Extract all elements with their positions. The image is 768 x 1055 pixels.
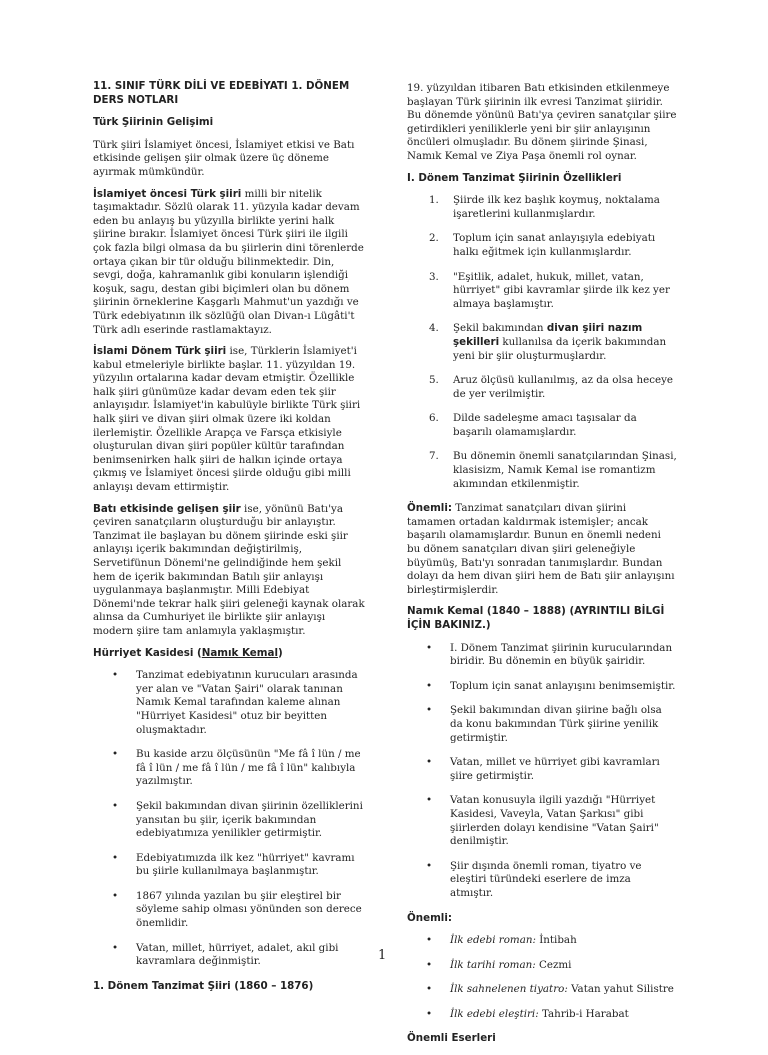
list-item (407, 794, 677, 848)
first-value: Cezmi (535, 958, 572, 971)
namik-kemal-heading: Namık Kemal (1840 – 1888) (AYRINTILI BİLGİ İÇİN BAKINIZ.) (407, 605, 665, 631)
list-number: 1. (429, 194, 439, 207)
list-number: 4. (429, 322, 439, 335)
list-item-text: "Eşitlik, adalet, hukuk, millet, vatan, hürriyet" gibi kavramlar şiirde ilk kez yer almaya başlamıştır. (453, 270, 670, 310)
first-label: İlk edebi roman: (450, 934, 536, 947)
bullet-icon: • (426, 934, 433, 947)
paragraph-tanzimat-intro: 19. yüzyıldan itibaren Batı etkisinden etkilenmeye başlayan Türk şiirinin ilk evresi Tanzimat şiiridir. Bu dönemde yönünü Batı'ya çeviren sanatçılar şiire getirdikleri yeniliklerle yeni bir şiir anlayışının öncüleri olmuşladır. Bu dönem şiirinde Şinasi, Namık Kemal ve Ziya Paşa önemli rol oynar. (407, 82, 677, 162)
bullet-icon: • (426, 794, 433, 807)
list-item (407, 450, 677, 491)
hurriyet-kasidesi-heading (93, 647, 365, 661)
paragraph-text: Tanzimat sanatçıları divan şiirini tamamen ortadan kaldırmak istemişler; ancak başarılı olamamışlardır. Bunun en önemli nedeni bu dönem sanatçıları divan şiiri geleneğiyle büyümüş, Batı'yı sonradan tanımışlardır. Bundan dolayı da hem divan şiiri hem de Batı şiir anlayışını birleştirmişlerdir. (407, 502, 675, 596)
list-item (407, 232, 677, 259)
list-item (407, 412, 677, 439)
list-item (407, 704, 677, 745)
first-label: İlk edebi eleştiri: (450, 1007, 539, 1020)
bullet-icon: • (426, 1007, 433, 1020)
bullet-icon: • (112, 669, 119, 682)
list-item-text: kullanılsa da içerik bakımından yeni bir şiir oluşturmuşlardır. (453, 335, 667, 362)
note-label: Önemli: (407, 502, 452, 515)
features-list (407, 194, 677, 491)
list-item (407, 194, 677, 221)
list-number: 6. (429, 412, 439, 425)
list-item-text: Vatan konusuyla ilgili yazdığı "Hürriyet Kasidesi, Vaveyla, Vatan Şarkısı" gibi şiirlerden dolayı kendisine "Vatan Şairi" denilmiştir. (450, 794, 659, 848)
list-item-text: Şekil bakımından (453, 322, 547, 335)
bullet-icon: • (112, 851, 119, 864)
list-item-text: I. Dönem Tanzimat şiirinin kurucularından biridir. Bu dönemin en büyük şairidir. (450, 641, 673, 668)
paragraph-intro: Türk şiiri İslamiyet öncesi, İslamiyet etkisi ve Batı etkisinde gelişen şiir olmak üzere üç döneme ayırmak mümkündür. (93, 138, 355, 178)
list-item-text: Şiir dışında önemli roman, tiyatro ve eleştiri türündeki eserlere de imza atmıştır. (450, 859, 642, 899)
list-item (93, 669, 365, 737)
term-islami-donem: İslami Dönem Türk şiiri (93, 345, 227, 358)
list-item-text: Şekil bakımından divan şiirinin özelliklerini yansıtan bu şiir, içerik bakımından edebiyatımıza yenilikler getirmiştir. (136, 799, 363, 840)
document-title: 11. SINIF TÜRK DİLİ VE EDEBİYATI 1. DÖNEM DERS NOTLARI (93, 80, 350, 106)
paragraph-islamiyet-oncesi (93, 188, 365, 338)
bullet-icon: • (426, 641, 433, 654)
list-item (407, 1008, 677, 1022)
right-column (407, 82, 677, 1055)
list-item-text: Şekil bakımından divan şiirine bağlı olsa da konu bakımından Türk şiirine yenilik getirmiştir. (450, 704, 662, 744)
bullet-icon: • (426, 756, 433, 769)
list-item-bold: divan şiiri nazım şekilleri (453, 322, 643, 348)
bullet-icon: • (112, 799, 119, 812)
heading-underlined-name: Namık Kemal (201, 646, 278, 659)
onemli-label-heading: Önemli: (407, 911, 452, 924)
list-item (407, 271, 677, 312)
first-value: İntibah (535, 934, 577, 947)
list-number: 7. (429, 450, 439, 463)
bullet-icon: • (426, 704, 433, 717)
heading-text: Hürriyet Kasidesi ( (93, 646, 202, 659)
namik-kemal-bullet-list (407, 642, 677, 901)
list-item (93, 852, 365, 879)
bullet-icon: • (112, 889, 119, 902)
bullet-icon: • (112, 748, 119, 761)
list-item (407, 860, 677, 901)
paragraph-text: ise, Türklerin İslamiyet'i kabul etmeleriyle birlikte başlar. 11. yüzyıldan 19. yüzyılın ortalarına kadar devam etmiştir. Özellikle halk şiiri günümüze kadar devam eden tek şiir anlayışıdır. İslamiyet'in kabulüyle birlikte Türk şiiri halk şiiri ve divan şiiri olmak üzere iki koldan ilerlemiştir. Özellikle Arapça ve Farsça etkisiyle oluşturulan divan şiiri popüler kültür tarafından benimsenirken halk şiiri de halkın içinde ortaya çıkmış ve İslamiyet öncesi şiirde olduğu gibi milli anlayışı devam ettirmiştir. (93, 345, 361, 494)
first-value: Tahrib-i Harabat (538, 1007, 629, 1020)
list-item-text: Edebiyatımızda ilk kez "hürriyet" kavramı bu şiirle kullanılmaya başlanmıştır. (136, 851, 355, 878)
list-item (407, 756, 677, 783)
list-item-text: Toplum için sanat anlayışıyla edebiyatı halkı eğitmek için kullanmışlardır. (453, 232, 656, 258)
list-item-text: Aruz ölçüsü kullanılmış, az da olsa heceye de yer verilmiştir. (453, 374, 673, 400)
list-item-text: Şiirde ilk kez başlık koymuş, noktalama işaretlerini kullanmışlardır. (453, 194, 660, 220)
paragraph-onemli-note (407, 502, 677, 597)
heading-text: ) (277, 646, 283, 659)
bullet-icon: • (426, 859, 433, 872)
first-label: İlk tarihi roman: (450, 958, 536, 971)
list-item (407, 642, 677, 669)
paragraph-bati-etkisi (93, 503, 365, 639)
list-item (407, 322, 677, 363)
list-item-text: Bu dönemin önemli sanatçılarından Şinasi, klasisizm, Namık Kemal ise romantizm akımından etkilenmiştir. (453, 450, 677, 490)
list-item (407, 374, 677, 401)
list-item-text: Bu kaside arzu ölçüsünün "Me fâ î lün / me fâ î lün / me fâ î lün / me fâ î lün" kalıbıyla yazılmıştır. (136, 748, 361, 788)
list-item (93, 942, 365, 969)
term-islamiyet-oncesi: İslamiyet öncesi Türk şiiri (93, 187, 242, 200)
section-heading-tanzimat: 1. Dönem Tanzimat Şiiri (1860 – 1876) (93, 979, 314, 992)
list-item (407, 680, 677, 694)
paragraph-text: ise, yönünü Batı'ya çeviren sanatçıların oluşturduğu bir anlayıştır. Tanzimat ile başlayan bu dönem şiirinde eski şiir anlayışı içerik bakımından değiştirilmiş, Servetifünun Dönemi'ne gelindiğinde hem şekil hem de içerik bakımından Batılı şiir anlayışı uygulanmaya başlanmıştır. Milli Edebiyat Dönemi'nde tekrar halk şiiri geleneği kaynak olarak alınsa da Cumhuriyet ile birlikte şiir anlayışı modern şiire tam anlamıyla yaklaşmıştır. (93, 502, 365, 637)
first-value: Vatan yahut Silistre (567, 983, 674, 996)
paragraph-islami-donem (93, 345, 365, 495)
features-heading: I. Dönem Tanzimat Şiirinin Özellikleri (407, 171, 622, 184)
page-number: 1 (378, 948, 387, 963)
list-item (407, 983, 677, 997)
left-column (93, 80, 365, 1002)
list-item-text: Toplum için sanat anlayışını benimsemiştir. (450, 679, 676, 692)
bullet-icon: • (112, 941, 119, 954)
bullet-icon: • (426, 983, 433, 996)
first-label: İlk sahnelenen tiyatro: (450, 983, 568, 996)
list-item-text: Vatan, millet, hürriyet, adalet, akıl gibi kavramlara değinmiştir. (136, 941, 339, 968)
section-heading-turk-siiri: Türk Şiirinin Gelişimi (93, 116, 214, 129)
list-item-text: Dilde sadeleşme amacı taşısalar da başarılı olamamışlardır. (453, 412, 637, 438)
firsts-bullet-list (407, 934, 677, 1021)
hurriyet-bullet-list (93, 669, 365, 969)
list-item-text: Tanzimat edebiyatının kurucuları arasında yer alan ve "Vatan Şairi" olarak tanınan Namık Kemal tarafından kaleme alınan "Hürriyet Kasidesi" otuz bir beyitten oluşmaktadır. (136, 669, 358, 736)
bullet-icon: • (426, 679, 433, 692)
paragraph-text: milli bir nitelik taşımaktadır. Sözlü olarak 11. yüzyıla kadar devam eden bu anlayış bu yüzyılla birlikte yerini halk şiirine bırakır. İslamiyet öncesi Türk şiiri ile ilgili çok fazla bilgi olmasa da bu şiirlerin dini törenlerde ortaya çıkan bir tür olduğu bilinmektedir. Din, sevgi, doğa, kahramanlık gibi konuların işlendiği koşuk, sagu, destan gibi biçimleri olan bu dönem şiirinin örneklerine Kaşgarlı Mahmut'un yazdığı ve Türk edebiyatının ilk sözlüğü olan Divan-ı Lügâti't Türk adlı eserinde rastlamaktayız. (93, 187, 364, 336)
list-number: 5. (429, 374, 439, 387)
list-item (407, 934, 677, 948)
list-item (93, 890, 365, 931)
list-number: 2. (429, 232, 439, 245)
list-item (93, 800, 365, 841)
list-item-text: 1867 yılında yazılan bu şiir eleştirel bir söyleme sahip olması yönünden son derece önemlidir. (136, 889, 362, 930)
list-item-text: Vatan, millet ve hürriyet gibi kavramları şiire getirmiştir. (450, 756, 660, 782)
list-item (93, 748, 365, 789)
works-heading: Önemli Eserleri (407, 1032, 496, 1045)
term-bati-etkisi: Batı etkisinde gelişen şiir (93, 502, 241, 515)
bullet-icon: • (426, 958, 433, 971)
list-number: 3. (429, 270, 439, 283)
list-item (407, 959, 677, 973)
